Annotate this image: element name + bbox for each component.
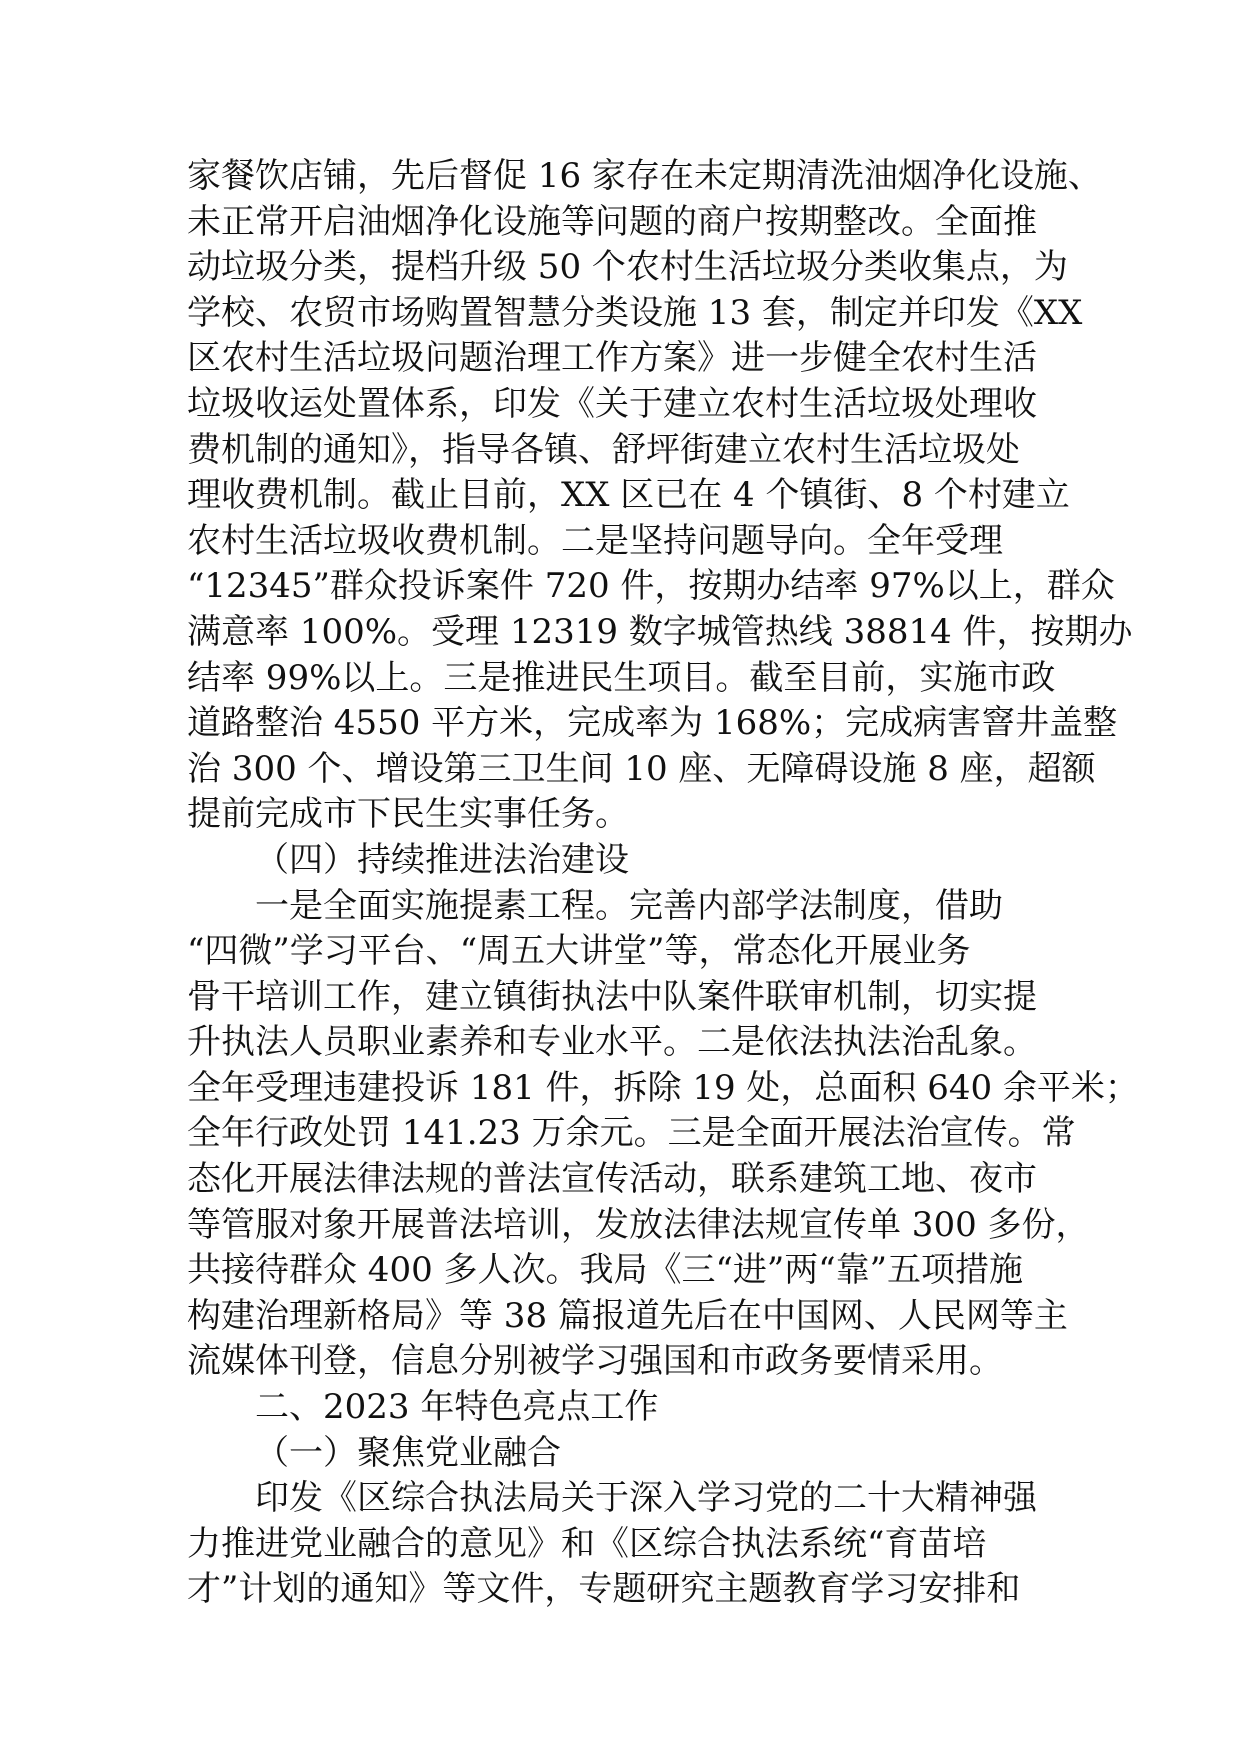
text-line: “四微”学习平台、“周五大讲堂”等，常态化开展业务 bbox=[187, 931, 971, 972]
text-line: 结率 99%以上。三是推进民生项目。截至目前，实施市政 bbox=[187, 657, 1056, 698]
text-line: 一是全面实施提素工程。完善内部学法制度，借助 bbox=[255, 885, 1003, 926]
text-line: 区农村生活垃圾问题治理工作方案》进一步健全农村生活 bbox=[187, 338, 1037, 379]
text-line: 垃圾收运处置体系，印发《关于建立农村生活垃圾处理收 bbox=[187, 383, 1037, 424]
text-line: 未正常开启油烟净化设施等问题的商户按期整改。全面推 bbox=[187, 201, 1037, 242]
text-line: “12345”群众投诉案件 720 件，按期办结率 97%以上，群众 bbox=[187, 566, 1115, 607]
text-line: 治 300 个、增设第三卫生间 10 座、无障碍设施 8 座，超额 bbox=[187, 748, 1096, 789]
text-line: 学校、农贸市场购置智慧分类设施 13 套，制定并印发《XX bbox=[187, 292, 1083, 333]
text-line: 满意率 100%。受理 12319 数字城管热线 38814 件，按期办 bbox=[187, 611, 1133, 652]
text-line: 构建治理新格局》等 38 篇报道先后在中国网、人民网等主 bbox=[187, 1295, 1068, 1336]
text-line: 才”计划的通知》等文件，专题研究主题教育学习安排和 bbox=[187, 1569, 1021, 1610]
text-line: 升执法人员职业素养和专业水平。二是依法执法治乱象。 bbox=[187, 1022, 1037, 1063]
text-line: 二、2023 年特色亮点工作 bbox=[255, 1387, 659, 1428]
text-line: 等管服对象开展普法培训，发放法律法规宣传单 300 多份， bbox=[187, 1204, 1090, 1245]
text-line: 家餐饮店铺，先后督促 16 家存在未定期清洗油烟净化设施、 bbox=[187, 156, 1102, 196]
text-line: 全年行政处罚 141.23 万余元。三是全面开展法治宣传。常 bbox=[187, 1113, 1076, 1154]
text-line: 动垃圾分类，提档升级 50 个农村生活垃圾分类收集点，为 bbox=[187, 247, 1068, 288]
text-line: （一）聚焦党业融合 bbox=[255, 1432, 561, 1473]
text-line: 提前完成市下民生实事任务。 bbox=[187, 794, 629, 835]
text-line: 共接待群众 400 多人次。我局《三“进”两“靠”五项措施 bbox=[187, 1250, 1024, 1291]
text-line: 流媒体刊登，信息分别被学习强国和市政务要情采用。 bbox=[187, 1341, 1003, 1382]
text-line: （四）持续推进法治建设 bbox=[255, 839, 629, 880]
body-text bbox=[187, 154, 1139, 1613]
text-line: 道路整治 4550 平方米，完成率为 168%；完成病害窨井盖整 bbox=[187, 703, 1118, 744]
text-line: 态化开展法律法规的普法宣传活动，联系建筑工地、夜市 bbox=[187, 1159, 1037, 1200]
text-line: 理收费机制。截止目前，XX 区已在 4 个镇街、8 个村建立 bbox=[187, 475, 1070, 516]
text-line: 费机制的通知》，指导各镇、舒坪街建立农村生活垃圾处 bbox=[187, 429, 1020, 470]
text-line: 骨干培训工作，建立镇街执法中队案件联审机制，切实提 bbox=[187, 976, 1037, 1017]
text-line: 全年受理违建投诉 181 件，拆除 19 处，总面积 640 余平米； bbox=[187, 1067, 1139, 1108]
text-line: 农村生活垃圾收费机制。二是坚持问题导向。全年受理 bbox=[187, 520, 1003, 561]
text-line: 力推进党业融合的意见》和《区综合执法系统“育苗培 bbox=[187, 1523, 987, 1564]
text-line: 印发《区综合执法局关于深入学习党的二十大精神强 bbox=[255, 1478, 1037, 1519]
